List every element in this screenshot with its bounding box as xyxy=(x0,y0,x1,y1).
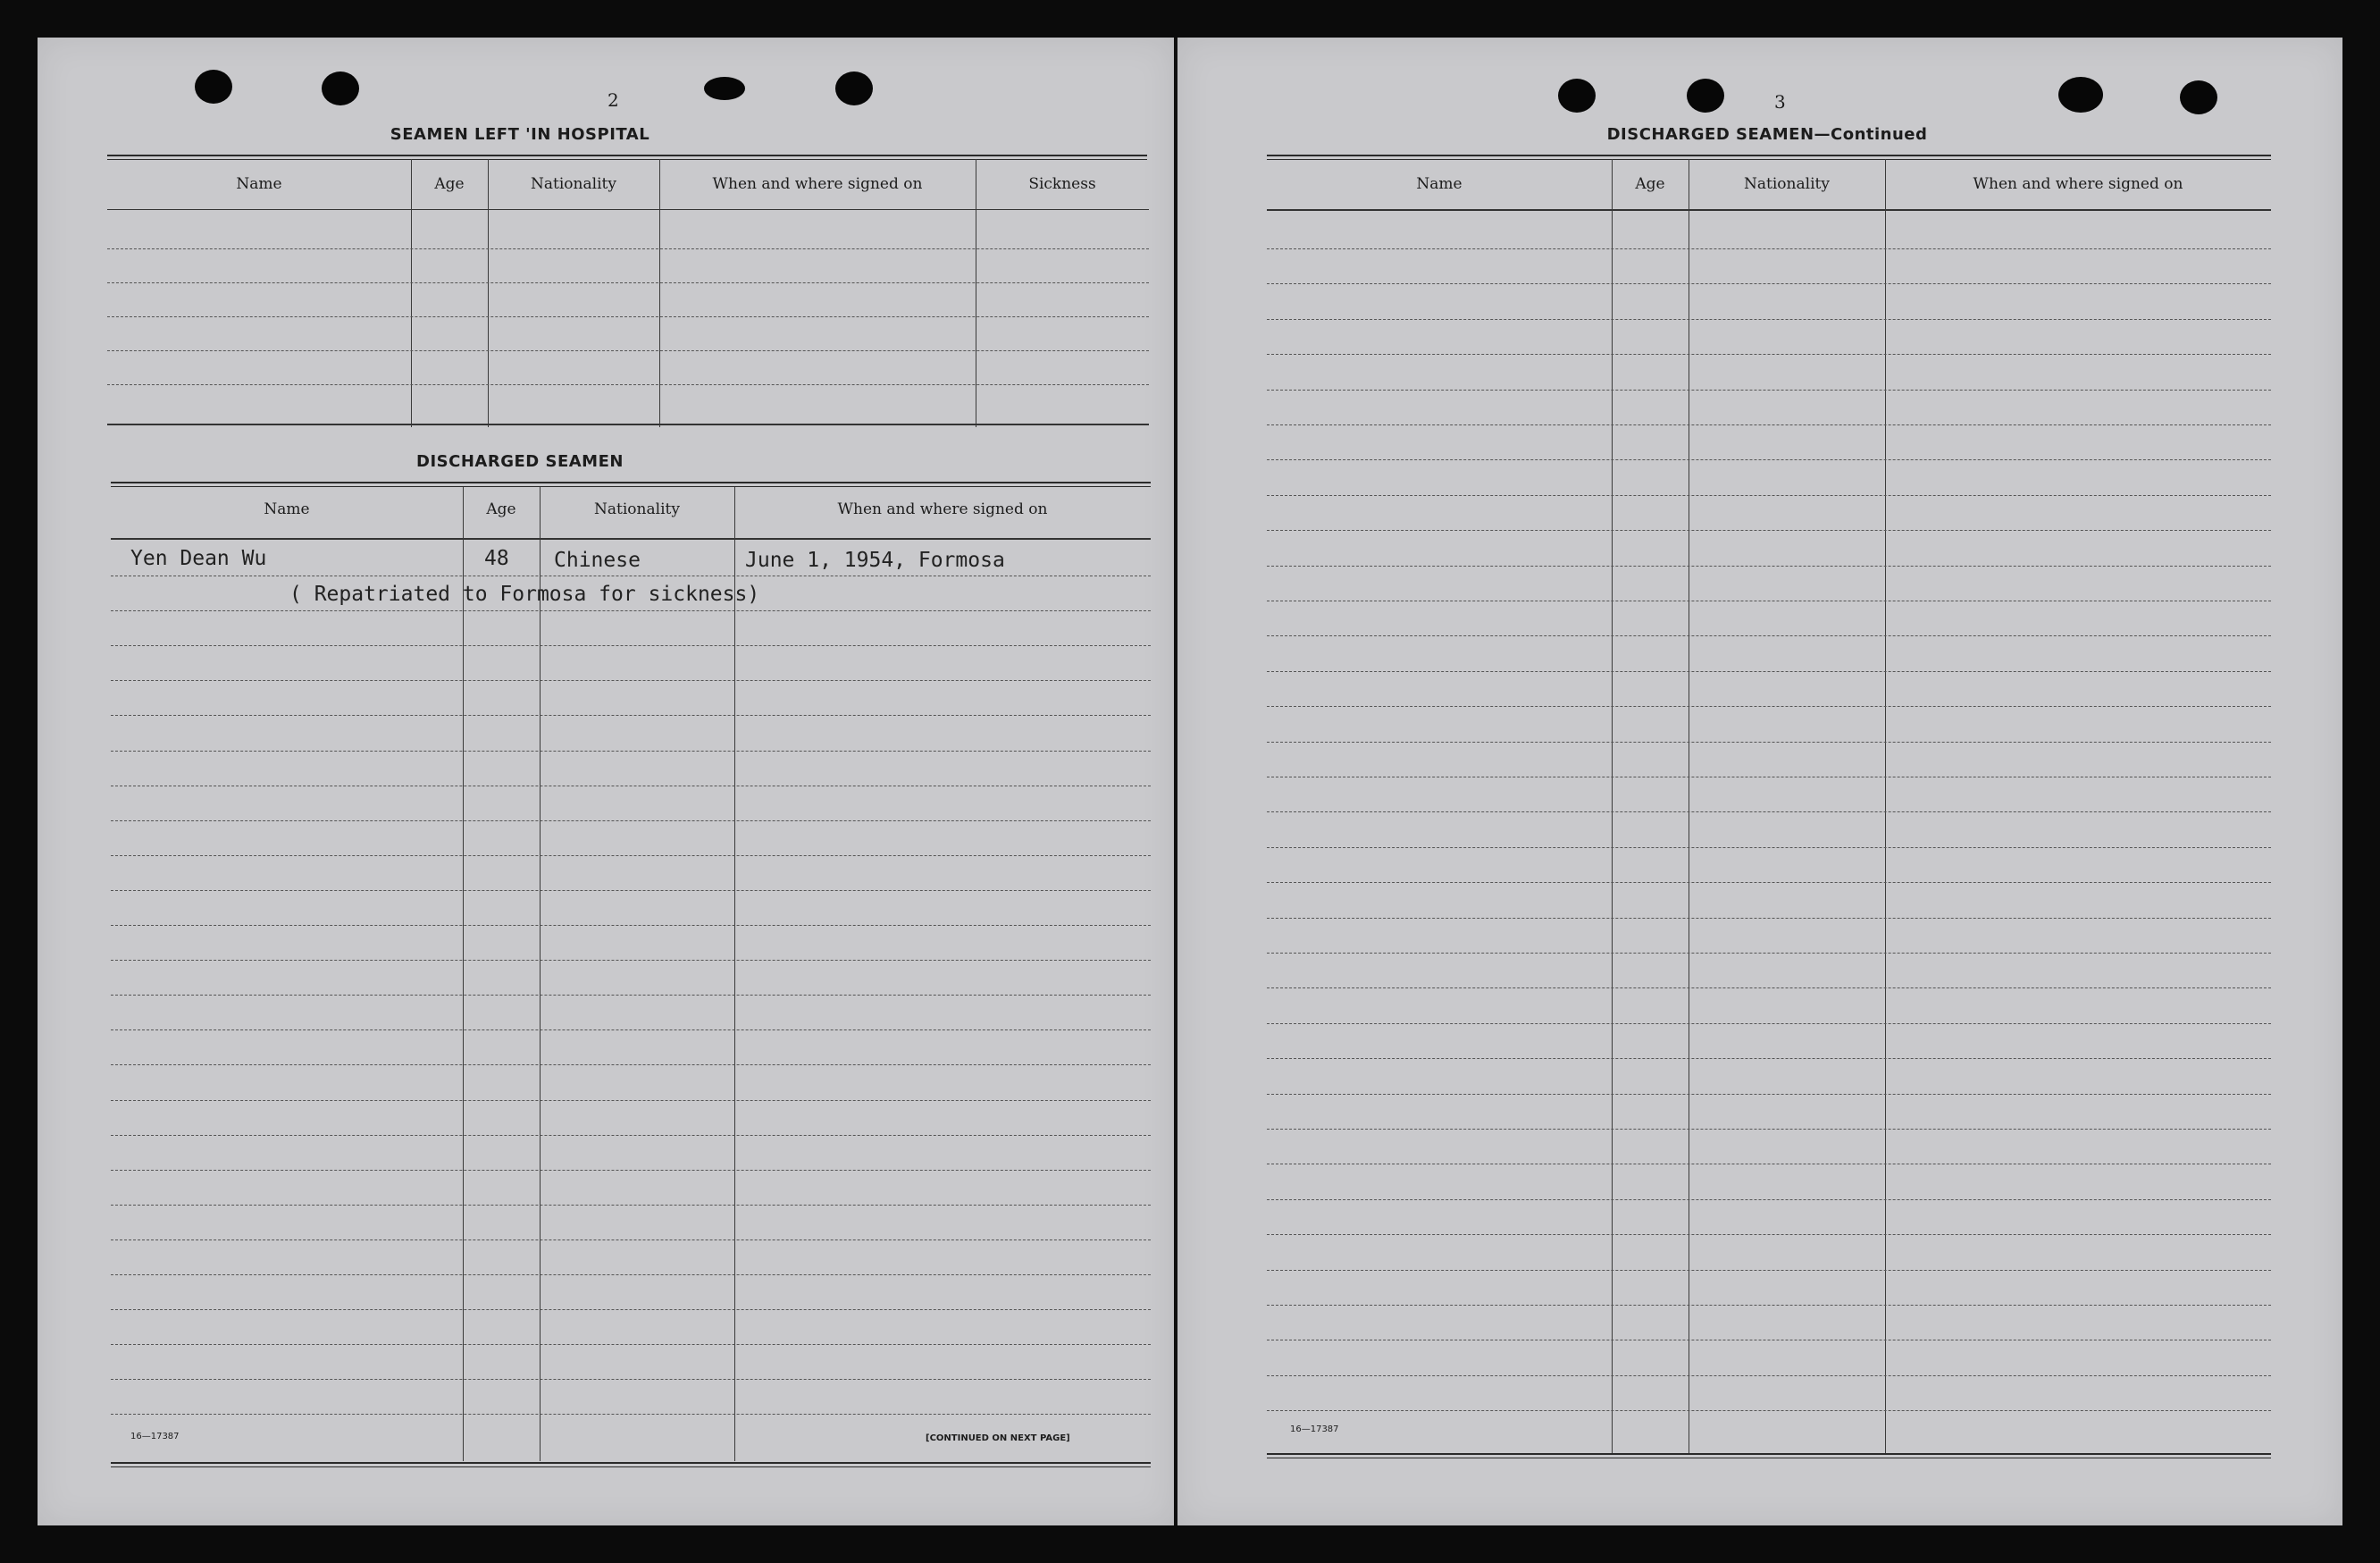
entry-line xyxy=(1267,1305,2271,1306)
entry-line xyxy=(111,820,1151,821)
entry-line xyxy=(111,680,1151,681)
punch-hole xyxy=(1687,79,1724,113)
entry-line xyxy=(1267,530,2271,531)
entry-line xyxy=(1267,354,2271,355)
column-divider xyxy=(463,487,464,1461)
entry-line xyxy=(1267,459,2271,460)
page-number: 2 xyxy=(608,89,619,111)
entry-line xyxy=(1267,706,2271,707)
entry-line xyxy=(111,890,1151,891)
table-top-rule xyxy=(111,482,1151,487)
right-page xyxy=(1177,38,2342,1525)
column-header-name: Name xyxy=(264,500,310,518)
entry-line xyxy=(111,1205,1151,1206)
column-divider xyxy=(1885,159,1886,1453)
entry-line xyxy=(111,1309,1151,1310)
entry-line xyxy=(1267,1410,2271,1411)
entry-line xyxy=(1267,1129,2271,1130)
punch-hole xyxy=(2180,80,2217,114)
entry-line xyxy=(1267,953,2271,954)
section-bottom-rule xyxy=(107,424,1149,425)
entry-line xyxy=(107,282,1149,283)
entry-line xyxy=(1267,319,2271,320)
column-header-nationality: Nationality xyxy=(531,175,616,193)
entry-line xyxy=(1267,635,2271,636)
column-divider xyxy=(1612,159,1613,1453)
column-header-age: Age xyxy=(1635,175,1665,193)
entry-line xyxy=(107,384,1149,385)
column-header-age: Age xyxy=(434,175,465,193)
column-header-nationality: Nationality xyxy=(594,500,680,518)
entry-line xyxy=(111,1100,1151,1101)
left-page xyxy=(38,38,1174,1525)
entry-line xyxy=(111,1135,1151,1136)
entry-line xyxy=(111,960,1151,961)
entry-line xyxy=(1267,1270,2271,1271)
entry-line xyxy=(111,1029,1151,1030)
column-header-signed-on: When and where signed on xyxy=(1973,175,2183,193)
column-header-name: Name xyxy=(236,175,282,193)
entry-line xyxy=(111,645,1151,646)
punch-hole xyxy=(835,71,873,105)
punch-hole xyxy=(1558,79,1596,113)
page-number: 3 xyxy=(1774,91,1786,113)
header-rule xyxy=(107,209,1149,210)
entry-line xyxy=(1267,847,2271,848)
table-top-rule xyxy=(1267,155,2271,160)
entry-line xyxy=(111,751,1151,752)
entry-line xyxy=(1267,987,2271,988)
entry-line xyxy=(111,610,1151,611)
punch-hole xyxy=(195,70,232,104)
punch-hole xyxy=(2058,77,2103,113)
column-divider xyxy=(488,159,489,427)
entry-line xyxy=(1267,1023,2271,1024)
column-header-nationality: Nationality xyxy=(1744,175,1830,193)
column-divider xyxy=(734,487,735,1461)
entry-line xyxy=(1267,424,2271,425)
entry-line xyxy=(111,1239,1151,1240)
table-bottom-rule xyxy=(1267,1453,2271,1458)
entry-line xyxy=(1267,566,2271,567)
table-top-rule xyxy=(107,155,1147,160)
entry-line xyxy=(1267,1058,2271,1059)
column-header-signed-on: When and where signed on xyxy=(712,175,923,193)
entry-line xyxy=(1267,1375,2271,1376)
column-divider xyxy=(659,159,660,427)
entry-line xyxy=(1267,1094,2271,1095)
entry-line xyxy=(111,855,1151,856)
entry-line xyxy=(111,1344,1151,1345)
continued-note: [CONTINUED ON NEXT PAGE] xyxy=(926,1433,1070,1443)
entry-line xyxy=(111,1414,1151,1415)
repatriation-note: ( Repatriated to Formosa for sickness) xyxy=(289,583,760,606)
header-rule xyxy=(111,538,1151,540)
column-header-signed-on: When and where signed on xyxy=(837,500,1048,518)
entry-line xyxy=(1267,390,2271,391)
punch-hole xyxy=(322,71,359,105)
entry-line xyxy=(111,1064,1151,1065)
entry-line xyxy=(111,1379,1151,1380)
entry-line xyxy=(1267,918,2271,919)
discharged-continued-title: DISCHARGED SEAMEN—Continued xyxy=(1606,125,1928,144)
column-header-age: Age xyxy=(486,500,516,518)
entry-line xyxy=(107,316,1149,317)
entry-line xyxy=(107,248,1149,249)
seaman-nationality: Chinese xyxy=(554,549,641,572)
hospital-section-title: SEAMEN LEFT 'IN HOSPITAL xyxy=(390,125,650,144)
entry-line xyxy=(111,995,1151,996)
table-bottom-rule xyxy=(111,1462,1151,1467)
entry-line xyxy=(1267,882,2271,883)
entry-line xyxy=(107,350,1149,351)
entry-line xyxy=(1267,248,2271,249)
discharged-section-title: DISCHARGED SEAMEN xyxy=(416,452,624,471)
entry-line xyxy=(1267,1199,2271,1200)
punch-hole xyxy=(704,77,745,100)
seaman-signed-on: June 1, 1954, Formosa xyxy=(745,549,1005,572)
entry-line xyxy=(1267,1234,2271,1235)
entry-line xyxy=(1267,742,2271,743)
entry-line xyxy=(111,1274,1151,1275)
form-number: 16—17387 xyxy=(130,1432,180,1441)
seaman-age: 48 xyxy=(484,547,509,570)
column-header-name: Name xyxy=(1416,175,1462,193)
column-divider xyxy=(540,487,541,1461)
entry-line xyxy=(1267,495,2271,496)
entry-line xyxy=(1267,811,2271,812)
entry-line xyxy=(1267,283,2271,284)
header-rule xyxy=(1267,209,2271,211)
entry-line xyxy=(1267,671,2271,672)
entry-line xyxy=(111,715,1151,716)
entry-line xyxy=(111,925,1151,926)
entry-line xyxy=(111,1170,1151,1171)
column-header-sickness: Sickness xyxy=(1028,175,1096,193)
seaman-name: Yen Dean Wu xyxy=(130,547,267,570)
form-number: 16—17387 xyxy=(1290,1424,1339,1434)
column-divider xyxy=(411,159,412,427)
